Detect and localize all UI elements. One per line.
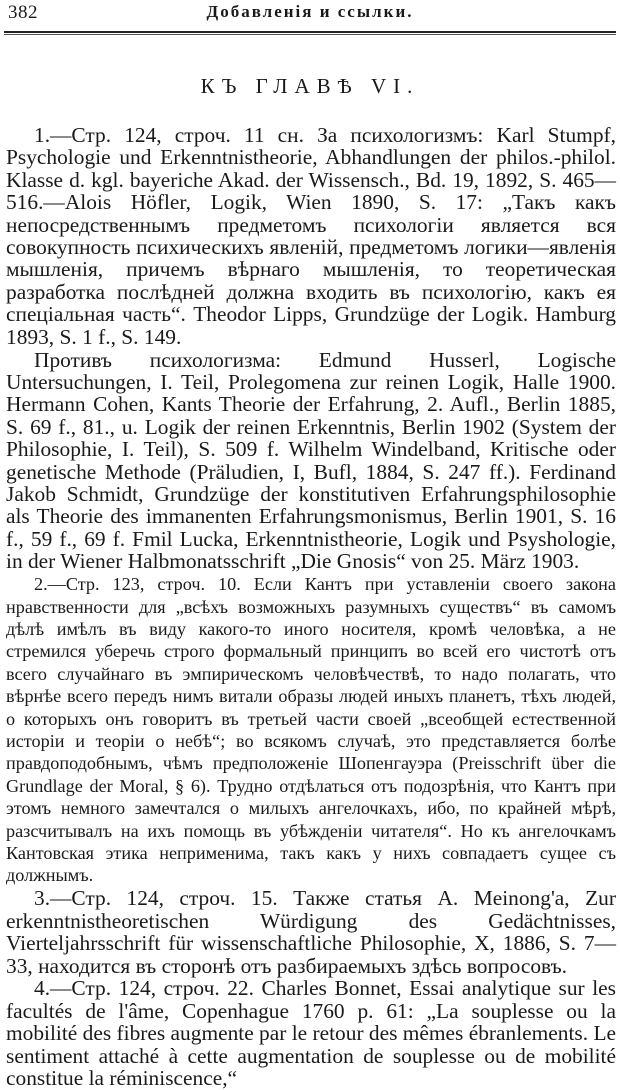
note-paragraph-1: 1.—Стр. 124, строч. 11 сн. За психологизмъ: Karl Stumpf, Psychologie und Erkenntnistheorie, Abhandlungen der philos.-philol. Klasse d. kgl. bayeriche Akad. der Wissensch., Bd. 19, 1892, S. 465—516.—Alois Höfler, Logik, Wien 1890, S. 17: „Такъ какъ непосредственнымъ предметомъ психологіи является вся совокупность психическихъ явленій, предметомъ логики—явленія мышленія, причемъ вѣрнаго мышленія, то теоретическая разработка послѣдней должна входить въ психологію, какъ ея спеціальная часть“. Theodor Lipps, Grundzüge der Logik. Hamburg 1893, S. 1 f., S. 149. xyxy=(6,123,616,349)
header-rule-thin xyxy=(4,34,616,35)
note-paragraph-3: 3.—Стр. 124, строч. 15. Также статья A. Meinong'a, Zur erkenntnistheoretischen Würdigung des Gedächtnisses, Vierteljahrsschrift für wissenschaftliche Philosophie, X, 1886, S. 7—33, находится въ сторонѣ отъ разбираемыхъ здѣсь вопросовъ. xyxy=(6,886,616,978)
page-header xyxy=(8,2,612,28)
note-paragraph-1-continued: Противъ психологизма: Edmund Husserl, Logische Untersuchungen, I. Teil, Prolegomena zur reinen Logik, Halle 1900. Hermann Cohen, Kants Theorie der Erfahrung, 2. Aufl., Berlin 1885, S. 69 f., 81., u. Logik der reinen Erkenntnis, Berlin 1902 (System der Philosophie, I. Teil), S. 509 f. Wilhelm Windelband, Kritische oder genetische Methode (Präludien, I, Bufl, 1884, S. 247 ff.). Ferdinand Jakob Schmidt, Grundzüge der konstitutiven Erfahrungsphilosophie als Theorie des immanenten Erfahrungsmonismus, Berlin 1901, S. 16 f., 59 f., 69 f. Fmil Lucka, Erkenntnistheorie, Logik und Psyshologie, in der Wiener Halbmonatsschrift „Die Gnosis“ von 25. März 1903. xyxy=(6,347,616,574)
notes-body xyxy=(6,124,616,1089)
running-title: Добавленія и ссылки. xyxy=(206,2,414,21)
page-number: 382 xyxy=(8,2,38,23)
chapter-heading: КЪ ГЛАВѢ VI. xyxy=(200,74,420,98)
note-paragraph-2: 2.—Стр. 123, строч. 10. Если Кантъ при уставленіи своего закона нравственности для „всѣхъ возможныхъ разумныхъ существъ“ въ самомъ дѣлѣ имѣлъ въ виду какого-то иного носителя, кромѣ человѣка, а не стремился уберечь строго формальный принципъ во всей его чистотѣ отъ всего случайнаго въ эмпирическомъ человѣчествѣ, то надо полагать, что вѣрнѣе всего передъ нимъ витали образы людей иныхъ планетъ, тѣхъ людей, о которыхъ онъ говоритъ въ третьей части своей „всеобщей естественной исторіи и теоріи о небѣ“; во всякомъ случаѣ, это представляется болѣе правдоподобнымъ, чѣмъ предположеніе Шопенгауэра (Preisschrift über die Grundlage der Moral, § 6). Трудно отдѣлаться отъ подозрѣнія, что Кантъ при этомъ немного замечтался о милыхъ ангелочкахъ, ибо, по крайней мѣрѣ, разсчитывалъ на ихъ помощь въ убѣжденіи читателя“. Но къ ангелочкамъ Кантовская этика неприменима, такъ какъ у нихъ совпадаетъ сущее съ должнымъ. xyxy=(6,574,616,886)
header-rule xyxy=(4,31,616,33)
note-paragraph-4: 4.—Стр. 124, строч. 22. Charles Bonnet, Essai analytique sur les facultés de l'âme, Copenhague 1760 p. 61: „La souplesse ou la mobilité des fibres augmente par le retour des mêmes ébranlements. Le sentiment attaché à cette augmentation de souplesse ou de mobilité constitue la réminiscence,“ xyxy=(6,976,617,1090)
